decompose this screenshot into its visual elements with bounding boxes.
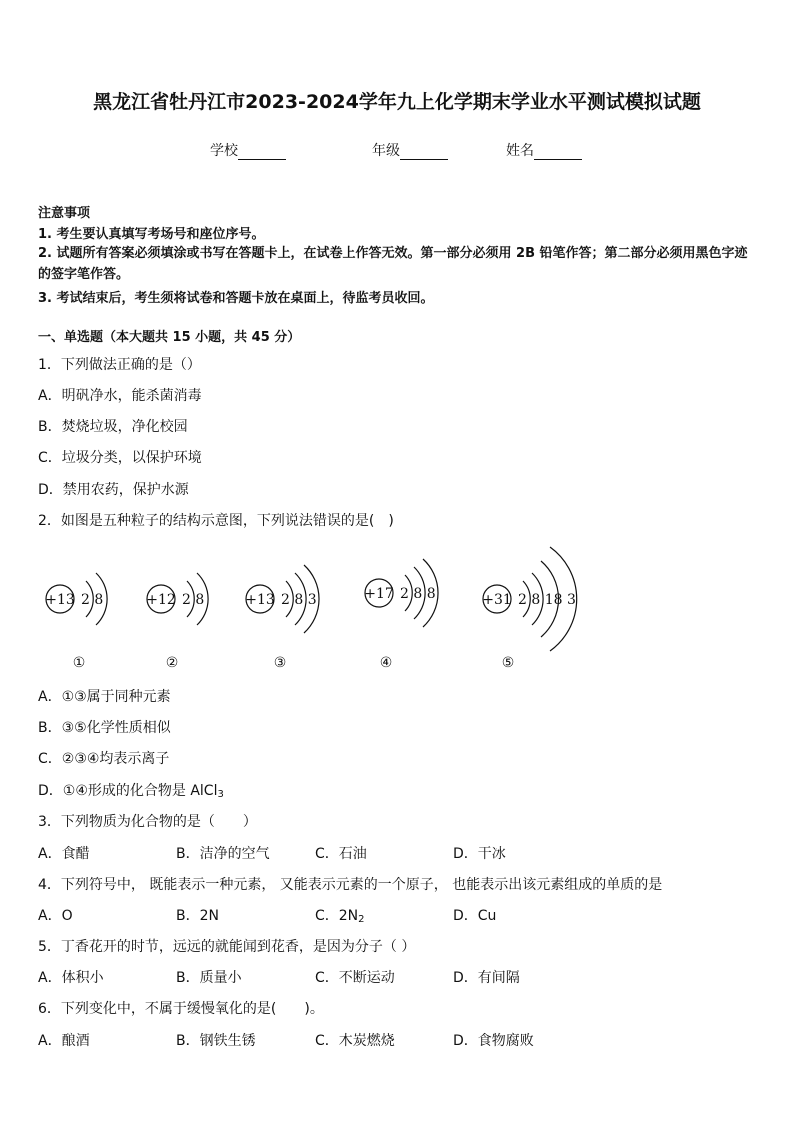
atom-4-label: ④ (379, 655, 393, 671)
q6-option-a: A．酿酒 (38, 1033, 90, 1049)
atom-structure-diagram (30, 535, 590, 679)
atom-diagrams-svg (30, 535, 590, 675)
name-blank (534, 145, 582, 160)
page-title: 黑龙江省牡丹江市2023-2024学年九上化学期末学业水平测试模拟试题 (93, 91, 701, 113)
atom-2-nucleus: +12 (146, 592, 176, 608)
atom-2-label: ② (165, 655, 179, 671)
atom-4-shells: 2 8 8 (400, 586, 436, 602)
q4-option-d: D．Cu (453, 908, 497, 924)
q4-stem: 4．下列符号中， 既能表示一种元素， 又能表示元素的一个原子， 也能表示出该元素组成的单质的是 (38, 877, 663, 893)
grade-label: 年级 (372, 143, 400, 159)
grade-blank (400, 145, 448, 160)
q3-option-b: B．洁净的空气 (176, 846, 270, 862)
q2-option-c: C．②③④均表示离子 (38, 751, 170, 767)
q1-option-c: C．垃圾分类，以保护环境 (38, 450, 202, 466)
q5-option-a: A．体积小 (38, 970, 104, 986)
school-blank (238, 145, 286, 160)
q1-option-d: D．禁用农药，保护水源 (38, 482, 189, 498)
school-label: 学校 (210, 143, 238, 159)
q2-option-a: A．①③属于同种元素 (38, 689, 171, 705)
atom-5-label: ⑤ (501, 655, 515, 671)
q6-stem: 6．下列变化中，不属于缓慢氧化的是( )。 (38, 1001, 324, 1017)
q5-option-b: B．质量小 (176, 970, 242, 986)
school-field (210, 140, 286, 160)
note-2: 2. 试题所有答案必须填涂或书写在答题卡上，在试卷上作答无效。第一部分必须用 2B 铅笔作答；第二部分必须用黑色字迹的签字笔作答。 (38, 246, 748, 282)
q2-option-d (38, 780, 224, 800)
q6-option-c: C．木炭燃烧 (315, 1033, 395, 1049)
q6-option-d: D．食物腐败 (453, 1033, 534, 1049)
name-field (506, 140, 582, 160)
atom-5-nucleus: +31 (482, 592, 512, 608)
q5-stem: 5．丁香花开的时节，远远的就能闻到花香，是因为分子（ ） (38, 939, 416, 955)
q4-option-a: A．O (38, 908, 73, 924)
note-1: 1. 考生要认真填写考场号和座位序号。 (38, 227, 265, 242)
q3-stem: 3．下列物质为化合物的是（ ） (38, 814, 257, 830)
q1-option-a: A．明矾净水，能杀菌消毒 (38, 388, 202, 404)
q6-option-b: B．钢铁生锈 (176, 1033, 256, 1049)
q2-stem: 2．如图是五种粒子的结构示意图，下列说法错误的是( ) (38, 513, 394, 529)
atom-3-nucleus: +13 (245, 592, 275, 608)
atom-1-nucleus: +13 (45, 592, 75, 608)
q5-option-d: D．有间隔 (453, 970, 520, 986)
atom-3-label: ③ (273, 655, 287, 671)
q2-option-d-subscript: 3 (217, 789, 224, 800)
atom-4-nucleus: +17 (364, 586, 394, 602)
name-label: 姓名 (506, 143, 534, 159)
atom-1-shells: 2 8 (81, 592, 104, 608)
q1-stem: 1．下列做法正确的是（） (38, 357, 201, 373)
q3-option-c: C．石油 (315, 846, 367, 862)
q3-option-d: D．干冰 (453, 846, 506, 862)
q4-option-c (315, 905, 365, 925)
q4-option-c-subscript: 2 (358, 914, 365, 925)
q2-option-d-text: D．①④形成的化合物是 AlCl (38, 783, 218, 799)
notes-heading: 注意事项 (38, 206, 91, 221)
note-3: 3. 考试结束后，考生须将试卷和答题卡放在桌面上，待监考员收回。 (38, 291, 434, 306)
q4-option-b: B．2N (176, 908, 219, 924)
q3-option-a: A．食醋 (38, 846, 90, 862)
section-heading: 一、单选题（本大题共 15 小题，共 45 分） (38, 330, 301, 345)
q2-option-b: B．③⑤化学性质相似 (38, 720, 171, 736)
atom-2-shells: 2 8 (182, 592, 205, 608)
atom-1-label: ① (72, 655, 86, 671)
q4-option-c-text: C．2N (315, 908, 359, 924)
q1-option-b: B．焚烧垃圾，净化校园 (38, 419, 188, 435)
q5-option-c: C．不断运动 (315, 970, 395, 986)
atom-5-shells: 2 8 18 3 (518, 592, 576, 608)
atom-3-shells: 2 8 3 (281, 592, 317, 608)
grade-field (372, 140, 448, 160)
